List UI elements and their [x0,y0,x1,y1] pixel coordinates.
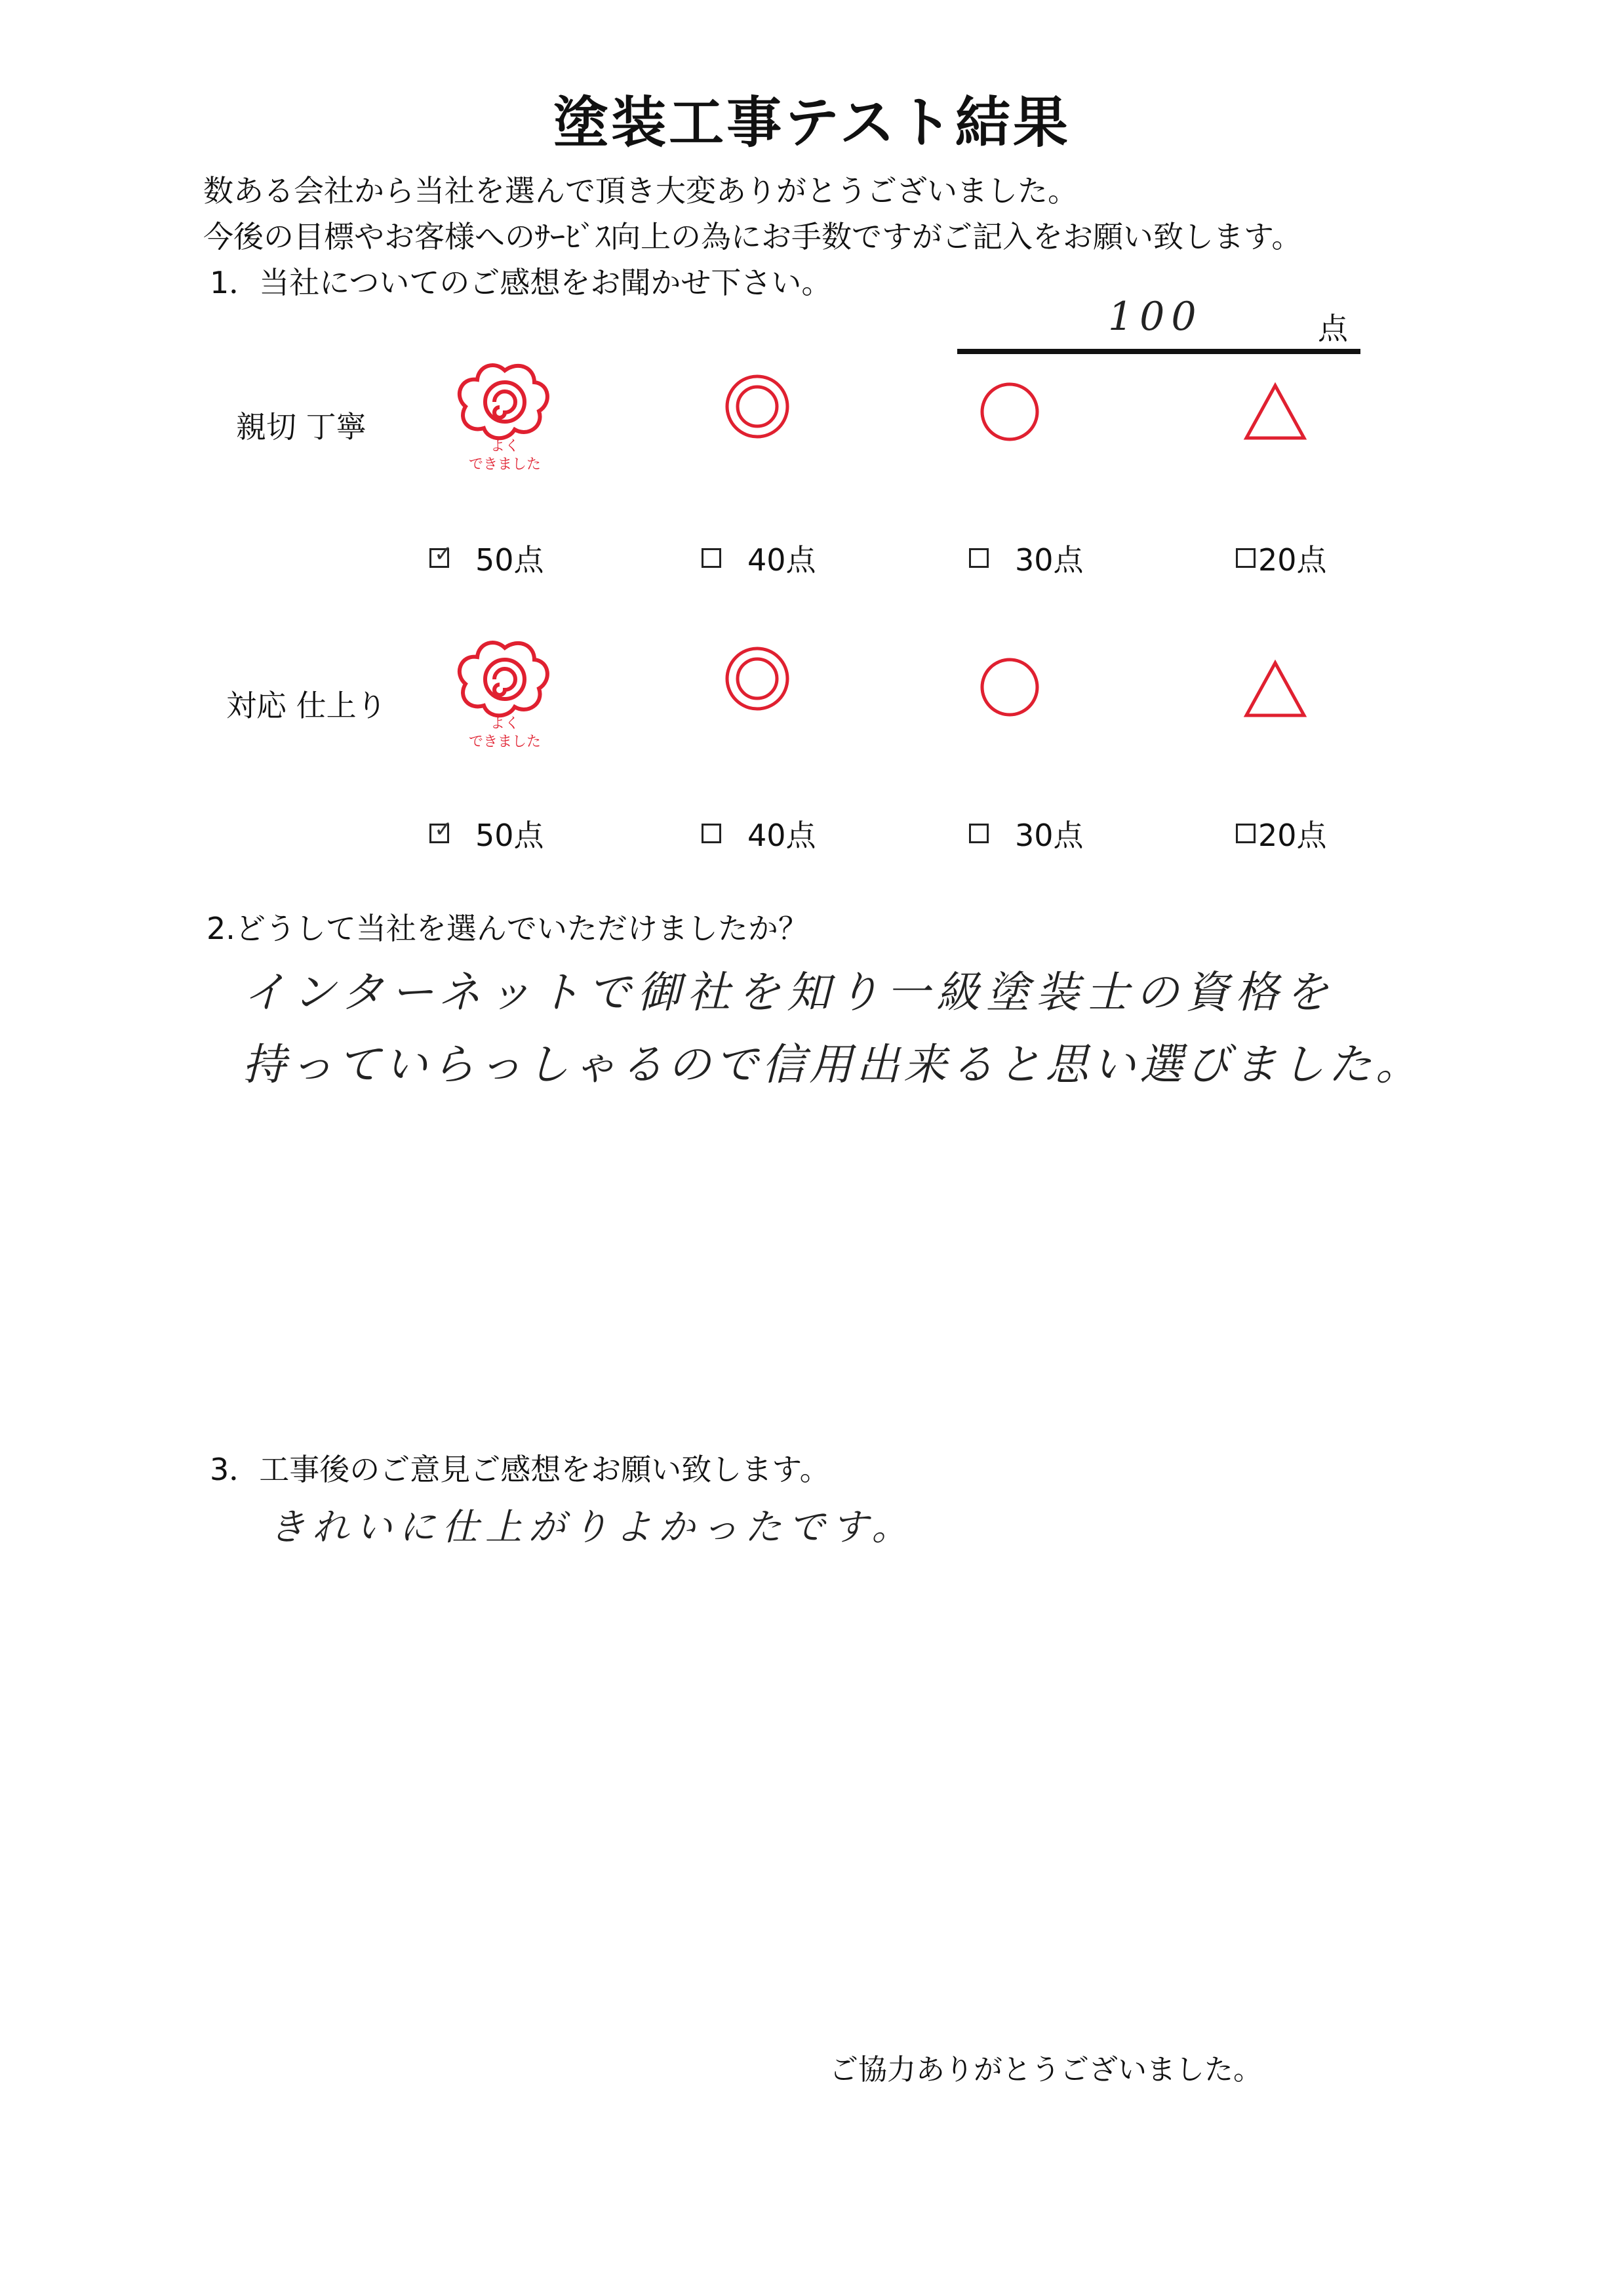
triangle-icon [1242,382,1308,442]
checkbox[interactable] [429,541,453,568]
checkbox[interactable] [702,824,721,843]
row1-option-30[interactable] [969,536,1084,580]
intro-line-1: 数ある会社から当社を選んで頂き大変ありがとうございました。 [203,173,1078,209]
svg-text:よく: よく [490,715,520,732]
row2-option-50[interactable] [429,812,544,855]
option-label: 30点 [1015,818,1084,853]
option-label: 40点 [747,818,816,853]
q1-heading: 1．当社についてのご感想をお聞かせ下さい。 [210,265,832,300]
check-mark-icon: ✓ [434,541,453,567]
check-mark-icon: ✓ [434,816,453,843]
row2-option-20[interactable] [1236,812,1327,855]
double-circle-icon [721,370,793,443]
checkbox[interactable] [969,824,989,843]
option-label: 50点 [475,818,544,853]
page-title: 塗装工事テスト結果 [553,90,1071,155]
svg-text:できました: できました [468,734,542,750]
intro-line-2: 今後の目標やお客様へのｻｰﾋﾞｽ向上の為にお手数ですがご記入をお願い致します。 [203,219,1302,254]
circle-icon [977,379,1042,445]
triangle-icon [1242,659,1308,719]
q3-answer: きれいに仕上がりよかったです。 [269,1506,915,1549]
q2-heading: 2.どうして当社を選んでいただけましたか？ [207,911,808,946]
checkbox[interactable] [702,548,721,568]
total-score-unit: 点 [1318,311,1348,346]
q2-answer-line-2: 持っていらっしゃるので信用出来ると思い選びました。 [243,1039,1423,1090]
q3-heading: 3．工事後のご意見ご感想をお願い致します。 [210,1452,830,1487]
q2-answer-line-1: インターネットで御社を知り一級塗装士の資格を [243,967,1336,1018]
row2-option-30[interactable] [969,812,1084,855]
checkbox[interactable] [1236,548,1256,568]
row2-option-40[interactable] [702,812,816,855]
option-label: 50点 [475,542,544,578]
closing-message: ご協力ありがとうございました。 [829,2053,1262,2086]
stamp-icon [452,635,557,753]
circle-icon [977,654,1042,720]
stamp-icon [452,357,557,475]
total-score-handwritten: 100 [1108,294,1203,340]
checkbox[interactable] [1236,824,1256,843]
checkbox[interactable] [969,548,989,568]
score-underline [957,349,1360,354]
row-label-kindness: 親切 丁寧 [236,409,366,445]
double-circle-icon [721,643,793,715]
row1-option-50[interactable] [429,536,544,580]
row-label-response: 対応 仕上り [226,688,387,723]
row1-option-20[interactable] [1236,536,1327,580]
svg-text:よく: よく [490,438,520,454]
option-label: 20点 [1258,542,1327,578]
svg-text:できました: できました [468,456,542,473]
option-label: 20点 [1258,818,1327,853]
option-label: 40点 [747,542,816,578]
checkbox[interactable] [429,816,453,843]
row1-option-40[interactable] [702,536,816,580]
option-label: 30点 [1015,542,1084,578]
